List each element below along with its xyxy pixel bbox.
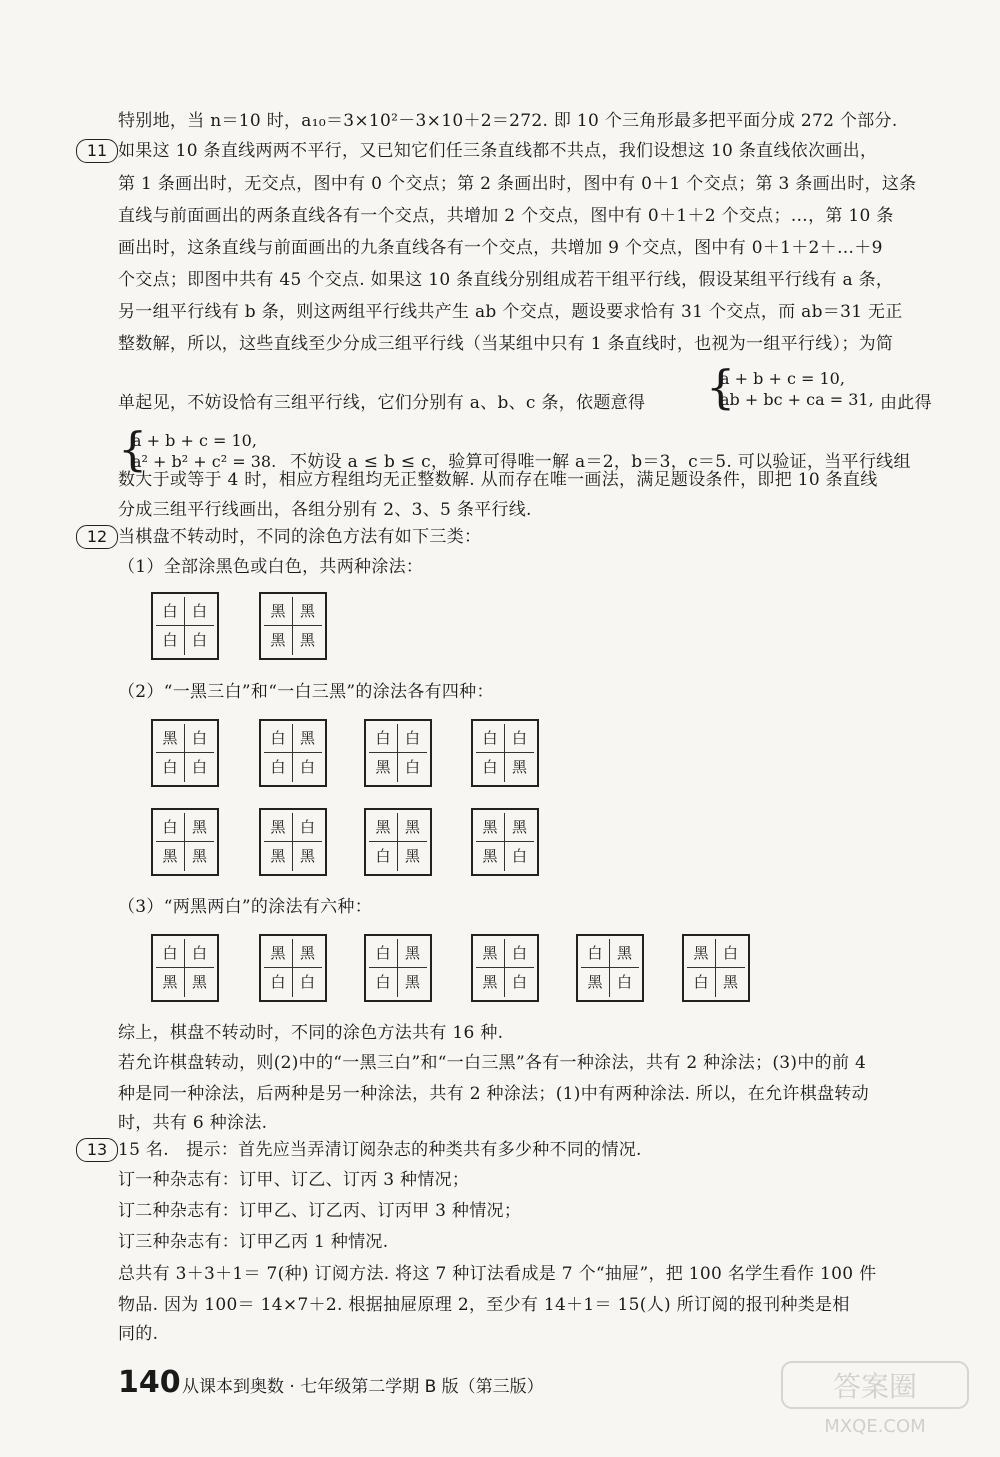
- board-cell: 黑: [293, 724, 322, 753]
- board-cell: 黑: [404, 973, 420, 991]
- board-cell: 黑: [185, 813, 214, 842]
- page-number: 140: [118, 1365, 181, 1400]
- board-cell: 白: [398, 724, 427, 753]
- board-grid: [364, 934, 432, 1002]
- text-line: 整数解，所以，这些直线至少分成三组平行线（当某组中只有 1 条直线时，也视为一组平行线）；为简: [118, 334, 894, 354]
- board-cell: 白: [191, 758, 207, 776]
- board-cell: 白: [476, 753, 505, 782]
- board-cell: 黑: [369, 753, 398, 782]
- problem-number-badge: 11: [76, 139, 118, 163]
- board-cell: 白: [581, 939, 610, 968]
- board-cell: 白: [687, 968, 716, 997]
- board-cell: 黑: [476, 813, 505, 842]
- board-grid: [364, 808, 432, 876]
- board-cell: 黑: [156, 842, 185, 871]
- board-cell: 黑: [722, 973, 738, 991]
- text-line: 总共有 3＋3＋1＝ 7(种) 订阅方法. 将这 7 种订法看成是 7 个“抽屉”，把 100 名学生看作 100 件: [118, 1264, 877, 1284]
- board-cell: 白: [185, 939, 214, 968]
- board-cell: 白: [264, 968, 293, 997]
- watermark-text: 答案圈: [832, 1370, 918, 1403]
- board-cell: 黑: [511, 758, 527, 776]
- text-line: 另一组平行线有 b 条，则这两组平行线共产生 ab 个交点，题设要求恰有 31 个交点，而 ab＝31 无正: [118, 302, 903, 322]
- text-line: 不妨设 a ≤ b ≤ c，验算可得唯一解 a＝2，b＝3，c＝5. 可以验证，当平行线组: [290, 452, 911, 472]
- text-line: 当棋盘不转动时，不同的涂色方法有如下三类：: [118, 527, 482, 547]
- board-cell: 黑: [398, 813, 427, 842]
- board-cell: 黑: [293, 939, 322, 968]
- board-grid: [471, 808, 539, 876]
- text-line: 第 1 条画出时，无交点，图中有 0 个交点；第 2 条画出时，图中有 0＋1 个交点；第 3 条画出时，这条: [118, 174, 917, 194]
- board-cell: 黑: [581, 968, 610, 997]
- equation-line: ab + bc + ca = 31,: [720, 390, 874, 409]
- board-cell: 白: [369, 939, 398, 968]
- board-cell: 白: [505, 724, 534, 753]
- board-grid: [576, 934, 644, 1002]
- board-grid: [259, 808, 327, 876]
- book-title: 从课本到奥数 · 七年级第二学期 B 版（第三版）: [182, 1377, 544, 1397]
- text-line: 物品. 因为 100＝ 14×7＋2. 根据抽屉原理 2，至少有 14＋1＝ 15(人) 所订阅的报刊种类是相: [118, 1295, 850, 1315]
- board-cell: 黑: [476, 939, 505, 968]
- board-cell: 黑: [191, 847, 207, 865]
- board-cell: 黑: [398, 939, 427, 968]
- board-grid: [259, 592, 327, 660]
- board-grid: [151, 934, 219, 1002]
- board-cell: 白: [369, 968, 398, 997]
- board-cell: 白: [156, 597, 185, 626]
- text-line: 订二种杂志有：订甲乙、订乙丙、订丙甲 3 种情况；: [118, 1201, 522, 1221]
- board-cell: 白: [191, 631, 207, 649]
- board-cell: 白: [156, 753, 185, 782]
- board-grid: [682, 934, 750, 1002]
- board-cell: 白: [511, 973, 527, 991]
- board-cell: 白: [185, 597, 214, 626]
- board-cell: 白: [511, 847, 527, 865]
- text-line: 直线与前面画出的两条直线各有一个交点，共增加 2 个交点，图中有 0＋1＋2 个交点；…，第 10 条: [118, 206, 894, 226]
- text-line: 订一种杂志有：订甲、订乙、订丙 3 种情况；: [118, 1170, 470, 1190]
- board-cell: 白: [299, 758, 315, 776]
- board-grid: [151, 719, 219, 787]
- board-cell: 白: [616, 973, 632, 991]
- text-line: 若允许棋盘转动，则(2)中的“一黑三白”和“一白三黑”各有一种涂法，共有 2 种涂法；(3)中的前 4: [118, 1053, 867, 1073]
- text-line: 种是同一种涂法，后两种是另一种涂法，共有 2 种涂法；(1)中有两种涂法. 所以，在允许棋盘转动: [118, 1084, 869, 1104]
- board-cell: 白: [156, 939, 185, 968]
- text-line: （2）“一黑三白”和“一白三黑”的涂法各有四种：: [118, 682, 494, 702]
- board-cell: 白: [716, 939, 745, 968]
- board-cell: 白: [264, 753, 293, 782]
- board-grid: [259, 719, 327, 787]
- board-cell: 黑: [299, 631, 315, 649]
- brace-symbol: {: [706, 360, 736, 414]
- text-line: 综上，棋盘不转动时，不同的涂色方法共有 16 种.: [118, 1023, 504, 1043]
- board-cell: 黑: [156, 968, 185, 997]
- board-grid: [259, 934, 327, 1002]
- board-cell: 黑: [610, 939, 639, 968]
- board-cell: 白: [476, 724, 505, 753]
- watermark-url: MXQE.COM: [824, 1416, 926, 1437]
- board-cell: 黑: [264, 813, 293, 842]
- board-cell: 白: [156, 813, 185, 842]
- text-line: 分成三组平行线画出，各组分别有 2、3、5 条平行线.: [118, 500, 532, 520]
- text-line: （1）全部涂黑色或白色，共两种涂法：: [118, 557, 424, 577]
- board-cell: 黑: [505, 813, 534, 842]
- problem-number-badge: 13: [76, 1138, 118, 1162]
- equation-line: a + b + c = 10,: [720, 369, 845, 388]
- equation-system-1: [706, 360, 886, 418]
- text-line: 特别地，当 n＝10 时，a₁₀＝3×10²－3×10＋2＝272. 即 10 个三角形最多把平面分成 272 个部分.: [118, 111, 898, 131]
- text-line: 画出时，这条直线与前面画出的九条直线各有一个交点，共增加 9 个交点，图中有 0＋1＋2＋…＋9: [118, 238, 883, 258]
- board-cell: 白: [293, 813, 322, 842]
- watermark-logo: [780, 1360, 970, 1440]
- text-line: 15 名. 提示：首先应当弄清订阅杂志的种类共有多少种不同的情况.: [118, 1140, 642, 1160]
- equation-line: a + b + c = 10,: [132, 431, 257, 450]
- board-cell: 白: [369, 724, 398, 753]
- board-grid: [471, 934, 539, 1002]
- board-cell: 白: [299, 973, 315, 991]
- text-line: 个交点；即图中共有 45 个交点. 如果这 10 条直线分别组成若干组平行线，假设某组平行线有 a 条，: [118, 270, 894, 290]
- board-cell: 黑: [369, 813, 398, 842]
- board-cell: 黑: [687, 939, 716, 968]
- board-cell: 黑: [264, 939, 293, 968]
- brace-symbol: {: [118, 422, 148, 476]
- board-cell: 白: [404, 758, 420, 776]
- board-cell: 白: [505, 939, 534, 968]
- board-cell: 黑: [191, 973, 207, 991]
- board-cell: 黑: [299, 847, 315, 865]
- board-grid: [364, 719, 432, 787]
- text-line: 时，共有 6 种涂法.: [118, 1113, 268, 1133]
- text-line: 同的.: [118, 1324, 159, 1344]
- board-cell: 白: [156, 626, 185, 655]
- board-cell: 黑: [156, 724, 185, 753]
- board-cell: 黑: [264, 597, 293, 626]
- board-cell: 黑: [264, 626, 293, 655]
- text-line: 数大于或等于 4 时，相应方程组均无正整数解. 从而存在唯一画法，满足题设条件，即把 10 条直线: [118, 470, 878, 490]
- board-grid: [151, 808, 219, 876]
- board-grid: [151, 592, 219, 660]
- text-line: 单起见，不妨设恰有三组平行线，它们分别有 a、b、c 条，依题意得: [118, 393, 646, 413]
- text-line: 如果这 10 条直线两两不平行，又已知它们任三条直线都不共点，我们设想这 10 条直线依次画出，: [118, 141, 878, 161]
- text-line: 由此得: [880, 393, 932, 413]
- board-cell: 白: [185, 724, 214, 753]
- board-grid: [471, 719, 539, 787]
- board-cell: 黑: [404, 847, 420, 865]
- equation-line: a² + b² + c² = 38.: [132, 452, 277, 471]
- board-cell: 白: [369, 842, 398, 871]
- board-cell: 黑: [264, 842, 293, 871]
- board-cell: 黑: [476, 842, 505, 871]
- text-line: （3）“两黑两白”的涂法有六种：: [118, 897, 372, 917]
- board-cell: 黑: [476, 968, 505, 997]
- board-cell: 黑: [293, 597, 322, 626]
- problem-number-badge: 12: [76, 525, 118, 549]
- text-line: 订三种杂志有：订甲乙丙 1 种情况.: [118, 1232, 389, 1252]
- board-cell: 白: [264, 724, 293, 753]
